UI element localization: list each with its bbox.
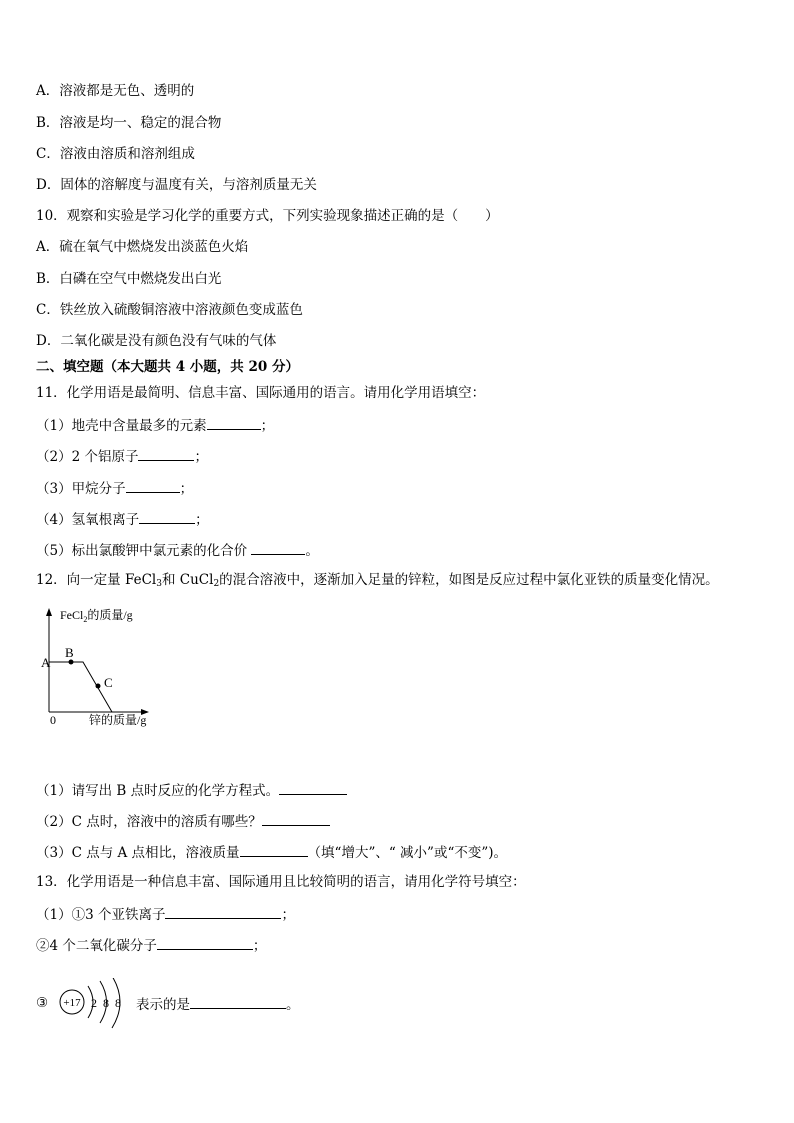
fecl2-line [49,662,112,712]
nucleus-charge: +17 [63,997,81,1009]
period: 。 [286,997,300,1013]
q11-part2 [36,446,208,466]
q13-part1 [36,904,295,924]
q12-sub-3: 3 [156,579,162,589]
q11-part4 [36,509,209,529]
q11-part1-text: （1）地壳中含量最多的元素 [36,418,207,434]
answer-blank[interactable] [251,540,305,555]
answer-blank[interactable] [138,446,194,461]
q9-option-a: A．溶液都是无色、透明的 [36,83,195,99]
chlorine-atom-structure-diagram [58,978,148,1038]
q9-option-c: C．溶液由溶质和溶剂组成 [36,146,195,162]
point-b-marker [69,660,74,665]
q10-option-d: D．二氧化碳是没有颜色没有气味的气体 [36,333,277,349]
semicolon: ； [252,938,267,954]
q12-stem-a: 12．向一定量 FeCl [36,572,157,588]
answer-blank[interactable] [139,509,195,524]
answer-blank[interactable] [207,415,261,430]
q11-stem: 11．化学用语是最简明、信息丰富、国际通用的语言。请用化学用语填空： [36,385,486,401]
q11-part2-text: （2）2 个铝原子 [36,449,139,465]
semicolon: ； [281,907,295,923]
q11-part5-text: （5）标出氯酸钾中氯元素的化合价 [36,543,248,559]
point-c-marker [96,684,101,689]
q11-part3 [36,478,193,498]
q9-option-d: D．固体的溶解度与温度有关，与溶剂质量无关 [36,177,317,193]
q10-option-a: A．硫在氧气中燃烧发出淡蓝色火焰 [36,239,249,255]
q12-part1 [36,780,347,800]
q12-part3-text: （3）C 点与 A 点相比，溶液质量 [36,845,240,861]
y-axis-arrow [46,608,52,616]
q11-part3-text: （3）甲烷分子 [36,481,126,497]
q10-option-c: C．铁丝放入硫酸铜溶液中溶液颜色变成蓝色 [36,302,303,318]
shell-2-electrons: 8 [103,996,109,1010]
section-title: 二、填空题（本大题共 4 小题，共 20 分） [36,359,299,375]
q12-part3 [36,842,507,862]
y-axis-label: FeCl$_2$的质量/g [60,608,133,624]
answer-blank[interactable] [190,994,286,1009]
answer-blank[interactable] [165,904,281,919]
period: 。 [305,543,319,559]
semicolon: ； [194,449,208,465]
q12-stem-b: 和 CuCl [161,572,214,588]
q11-part5 [36,540,319,560]
q10-option-b: B．白磷在空气中燃烧发出白光 [36,271,222,287]
q12-sub-2: 2 [213,579,220,589]
q11-part1 [36,415,274,435]
q13-stem: 13．化学用语是一种信息丰富、国际通用且比较简明的语言，请用化学符号填空： [36,874,526,890]
semicolon: ； [195,512,209,528]
q11-part4-text: （4）氢氧根离子 [36,512,140,528]
y-axis-label-sub: 2 [83,615,88,624]
q10-stem: 10．观察和实验是学习化学的重要方式，下列实验现象描述正确的是（ ） [36,208,499,224]
semicolon: ； [260,418,275,434]
q12-part2 [36,811,330,831]
point-b-label: B [65,645,74,660]
q12-part3-hint: （填“增大”、“ 减小”或“不变”)。 [307,845,508,861]
q9-option-b: B．溶液是均一、稳定的混合物 [36,115,222,131]
q12-stem-c: 的混合溶液中，逐渐加入足量的锌粒，如图是反应过程中氯化亚铁的质量变化情况。 [219,572,719,588]
q12-stem [36,571,719,589]
origin-label: 0 [50,713,56,727]
shell-1-electrons: 2 [91,996,97,1010]
answer-blank[interactable] [240,842,308,857]
point-c-label: C [104,675,113,690]
q13-part3 [136,994,300,1014]
q13-part3-text: 表示的是 [136,997,190,1013]
answer-blank[interactable] [262,811,330,826]
q12-part2-text: （2）C 点时，溶液中的溶质有哪些？ [36,814,262,830]
q13-part2-text: ②4 个二氧化碳分子 [36,938,157,954]
q12-part1-text: （1）请写出 B 点时反应的化学方程式。 [36,783,280,799]
q13-part2 [36,935,266,955]
q13-part3-prefix: ③ [36,995,49,1011]
q13-part1-text: （1）①3 个亚铁离子 [36,907,166,923]
shell-3-electrons: 8 [115,996,121,1010]
answer-blank[interactable] [157,935,253,950]
answer-blank[interactable] [279,780,347,795]
semicolon: ； [179,481,194,497]
x-axis-label: 锌的质量/g [89,713,147,727]
answer-blank[interactable] [126,478,180,493]
point-a-label: A [41,655,51,670]
fecl2-mass-chart [36,605,186,735]
